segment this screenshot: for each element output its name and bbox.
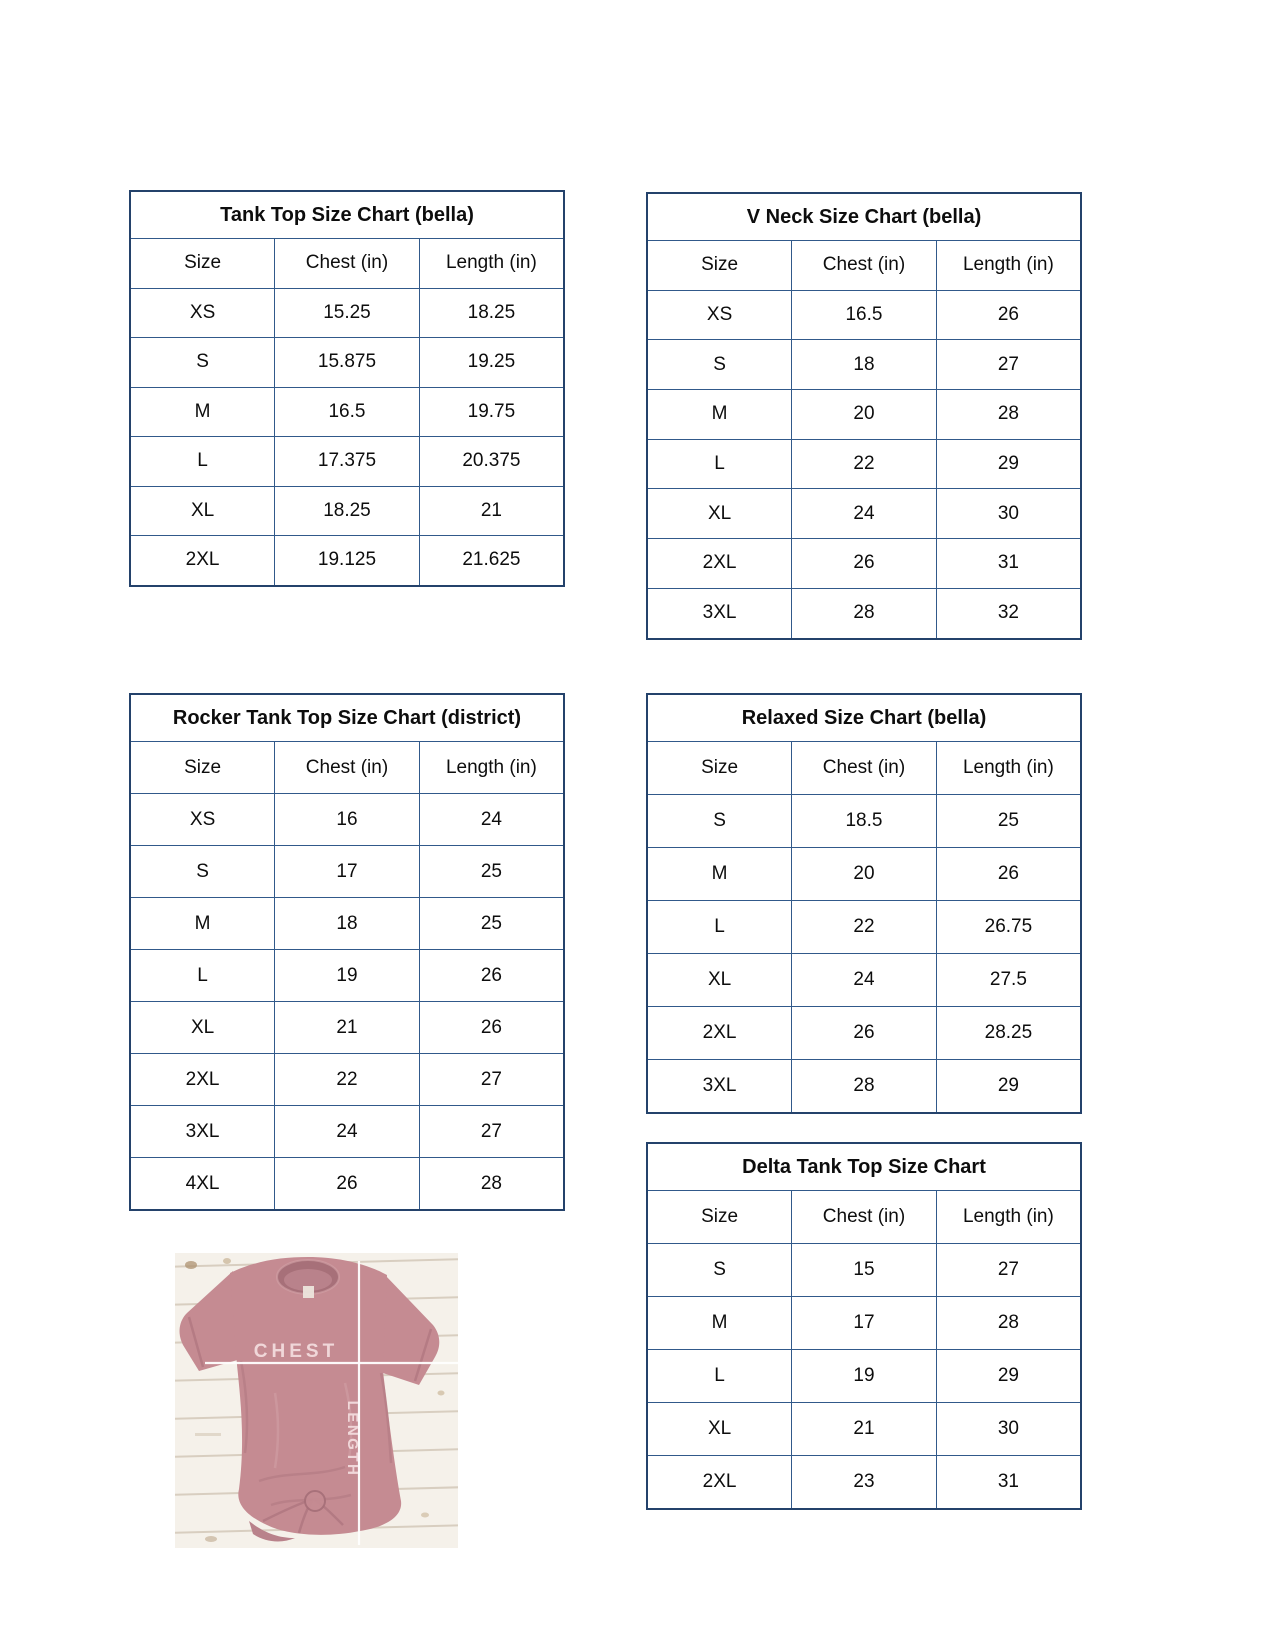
size-cell: XL: [130, 486, 275, 536]
table-header-row: [647, 241, 1081, 291]
table-row: [130, 288, 564, 338]
shirt-measurement-photo: [175, 1253, 458, 1548]
length-cell: 19.25: [419, 338, 564, 388]
length-cell: 25: [419, 898, 564, 950]
column-header: Length (in): [936, 1191, 1081, 1244]
chest-cell: 19: [275, 950, 420, 1002]
column-header: Length (in): [936, 742, 1081, 795]
size-cell: XS: [130, 794, 275, 846]
table-row: [647, 1403, 1081, 1456]
size-cell: M: [130, 898, 275, 950]
table-row: [647, 1456, 1081, 1510]
tshirt-graphic: [175, 1253, 458, 1548]
chest-cell: 17.375: [275, 437, 420, 487]
length-cell: 19.75: [419, 387, 564, 437]
neck-tag: [303, 1286, 314, 1298]
table-row: [647, 1007, 1081, 1060]
size-cell: 2XL: [130, 536, 275, 586]
chest-cell: 22: [792, 439, 937, 489]
size-cell: 2XL: [647, 1007, 792, 1060]
chest-cell: 16.5: [792, 290, 937, 340]
chest-cell: 18.25: [275, 486, 420, 536]
chest-cell: 17: [275, 846, 420, 898]
column-header: Length (in): [419, 742, 564, 794]
table-row: [647, 1060, 1081, 1114]
table-row: [130, 846, 564, 898]
delta-tank-top-size-chart-table: [646, 1142, 1082, 1510]
chest-cell: 21: [275, 1002, 420, 1054]
table-row: [130, 1054, 564, 1106]
size-cell: M: [647, 390, 792, 440]
table-row: [647, 539, 1081, 589]
length-cell: 30: [936, 1403, 1081, 1456]
table-row: [130, 1158, 564, 1211]
relaxed-size-chart-table: [646, 693, 1082, 1114]
v-neck-size-chart-table: [646, 192, 1082, 640]
table-header-row: [130, 239, 564, 289]
table-title: Rocker Tank Top Size Chart (district): [130, 694, 564, 742]
length-label: LENGTH: [344, 1400, 361, 1478]
length-cell: 27: [419, 1054, 564, 1106]
table-title-row: [130, 694, 564, 742]
size-chart-section-relaxed: [646, 693, 1082, 1114]
size-cell: M: [647, 1297, 792, 1350]
length-cell: 29: [936, 439, 1081, 489]
table-row: [647, 489, 1081, 539]
rocker-tank-top-size-chart-table: [129, 693, 565, 1211]
table-title-row: [647, 1143, 1081, 1191]
length-cell: 26: [936, 848, 1081, 901]
column-header: Size: [130, 239, 275, 289]
tank-top-size-chart-table: [129, 190, 565, 587]
chest-cell: 15.875: [275, 338, 420, 388]
chest-cell: 16: [275, 794, 420, 846]
table-header-row: [647, 742, 1081, 795]
chest-cell: 28: [792, 1060, 937, 1114]
chest-cell: 26: [792, 1007, 937, 1060]
length-cell: 28.25: [936, 1007, 1081, 1060]
chest-label: CHEST: [253, 1341, 339, 1362]
table-header-row: [647, 1191, 1081, 1244]
table-title: V Neck Size Chart (bella): [647, 193, 1081, 241]
length-cell: 25: [936, 795, 1081, 848]
length-cell: 21.625: [419, 536, 564, 586]
chest-cell: 24: [792, 489, 937, 539]
size-cell: XL: [130, 1002, 275, 1054]
length-cell: 28: [419, 1158, 564, 1211]
chest-cell: 24: [275, 1106, 420, 1158]
size-cell: L: [130, 950, 275, 1002]
chest-cell: 16.5: [275, 387, 420, 437]
length-cell: 20.375: [419, 437, 564, 487]
table-row: [647, 340, 1081, 390]
table-row: [130, 794, 564, 846]
size-cell: XL: [647, 1403, 792, 1456]
size-cell: S: [647, 340, 792, 390]
size-cell: 3XL: [647, 1060, 792, 1114]
table-row: [647, 901, 1081, 954]
length-cell: 27: [936, 340, 1081, 390]
column-header: Chest (in): [275, 742, 420, 794]
length-cell: 29: [936, 1350, 1081, 1403]
table-row: [130, 338, 564, 388]
size-cell: 2XL: [130, 1054, 275, 1106]
size-chart-section-delta-tank-top: [646, 1142, 1082, 1510]
size-cell: S: [647, 795, 792, 848]
chest-cell: 20: [792, 390, 937, 440]
chest-cell: 24: [792, 954, 937, 1007]
table-title: Tank Top Size Chart (bella): [130, 191, 564, 239]
chest-cell: 22: [792, 901, 937, 954]
table-row: [130, 898, 564, 950]
table-row: [647, 439, 1081, 489]
length-cell: 18.25: [419, 288, 564, 338]
table-row: [130, 1106, 564, 1158]
chest-cell: 26: [792, 539, 937, 589]
table-row: [647, 390, 1081, 440]
chest-cell: 18: [275, 898, 420, 950]
size-cell: L: [647, 901, 792, 954]
table-row: [647, 848, 1081, 901]
table-header-row: [130, 742, 564, 794]
table-title-row: [130, 191, 564, 239]
chest-cell: 19: [792, 1350, 937, 1403]
table-row: [130, 486, 564, 536]
chest-cell: 19.125: [275, 536, 420, 586]
column-header: Size: [647, 742, 792, 795]
size-cell: S: [130, 338, 275, 388]
size-cell: 2XL: [647, 539, 792, 589]
size-cell: 3XL: [647, 588, 792, 638]
length-cell: 26: [936, 290, 1081, 340]
chest-cell: 15.25: [275, 288, 420, 338]
column-header: Size: [130, 742, 275, 794]
length-cell: 30: [936, 489, 1081, 539]
table-row: [647, 1350, 1081, 1403]
size-cell: 4XL: [130, 1158, 275, 1211]
chest-cell: 15: [792, 1244, 937, 1297]
column-header: Chest (in): [792, 1191, 937, 1244]
length-cell: 29: [936, 1060, 1081, 1114]
size-cell: M: [647, 848, 792, 901]
column-header: Size: [647, 1191, 792, 1244]
chest-cell: 22: [275, 1054, 420, 1106]
size-cell: XS: [130, 288, 275, 338]
table-title-row: [647, 193, 1081, 241]
size-cell: S: [130, 846, 275, 898]
chest-cell: 23: [792, 1456, 937, 1510]
table-title: Delta Tank Top Size Chart: [647, 1143, 1081, 1191]
size-cell: XS: [647, 290, 792, 340]
size-cell: L: [647, 1350, 792, 1403]
length-cell: 28: [936, 1297, 1081, 1350]
table-row: [647, 795, 1081, 848]
chest-cell: 17: [792, 1297, 937, 1350]
length-cell: 25: [419, 846, 564, 898]
table-row: [130, 1002, 564, 1054]
size-cell: L: [130, 437, 275, 487]
column-header: Length (in): [936, 241, 1081, 291]
size-chart-section-rocker-tank-top: [129, 693, 565, 1211]
length-cell: 27: [936, 1244, 1081, 1297]
length-cell: 21: [419, 486, 564, 536]
table-row: [647, 1297, 1081, 1350]
length-cell: 32: [936, 588, 1081, 638]
size-cell: S: [647, 1244, 792, 1297]
length-cell: 28: [936, 390, 1081, 440]
length-cell: 31: [936, 539, 1081, 589]
chest-cell: 18.5: [792, 795, 937, 848]
length-cell: 26.75: [936, 901, 1081, 954]
table-row: [130, 387, 564, 437]
chest-cell: 20: [792, 848, 937, 901]
chest-cell: 28: [792, 588, 937, 638]
size-cell: 2XL: [647, 1456, 792, 1510]
column-header: Chest (in): [792, 241, 937, 291]
size-cell: XL: [647, 954, 792, 1007]
length-cell: 31: [936, 1456, 1081, 1510]
column-header: Chest (in): [792, 742, 937, 795]
table-title-row: [647, 694, 1081, 742]
table-row: [647, 1244, 1081, 1297]
size-chart-section-v-neck: [646, 192, 1082, 640]
table-row: [130, 437, 564, 487]
length-cell: 26: [419, 1002, 564, 1054]
size-chart-section-tank-top: [129, 190, 565, 587]
table-row: [130, 536, 564, 586]
table-title: Relaxed Size Chart (bella): [647, 694, 1081, 742]
column-header: Chest (in): [275, 239, 420, 289]
chest-cell: 21: [792, 1403, 937, 1456]
length-cell: 24: [419, 794, 564, 846]
length-cell: 27.5: [936, 954, 1081, 1007]
table-row: [130, 950, 564, 1002]
table-row: [647, 290, 1081, 340]
size-cell: 3XL: [130, 1106, 275, 1158]
column-header: Length (in): [419, 239, 564, 289]
size-cell: XL: [647, 489, 792, 539]
length-cell: 27: [419, 1106, 564, 1158]
length-cell: 26: [419, 950, 564, 1002]
table-row: [647, 588, 1081, 638]
chest-cell: 26: [275, 1158, 420, 1211]
size-cell: L: [647, 439, 792, 489]
table-row: [647, 954, 1081, 1007]
chest-cell: 18: [792, 340, 937, 390]
size-cell: M: [130, 387, 275, 437]
column-header: Size: [647, 241, 792, 291]
